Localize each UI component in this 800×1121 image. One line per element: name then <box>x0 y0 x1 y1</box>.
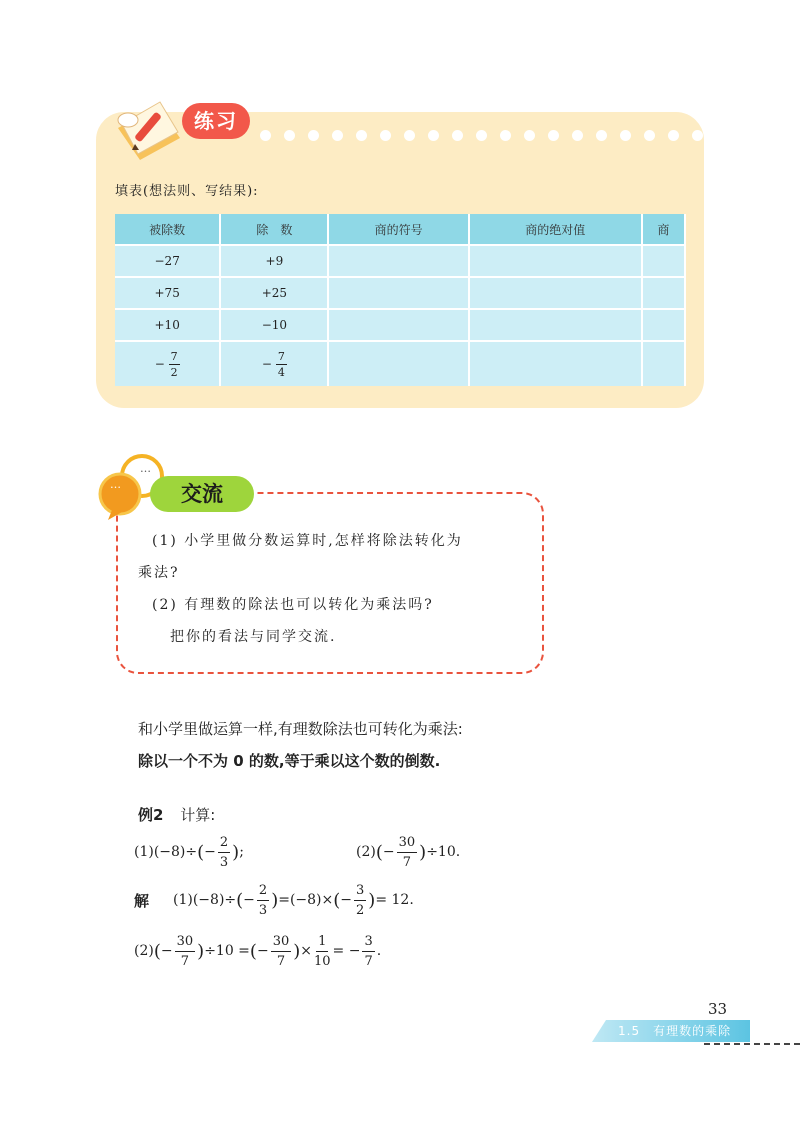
fraction-numerator: 3 <box>354 884 366 901</box>
decorative-dot <box>284 130 295 141</box>
fraction-denominator: 7 <box>364 953 373 969</box>
fraction-denominator: 10 <box>314 953 331 969</box>
divisor-sign: − <box>261 356 272 371</box>
fraction-denominator: 3 <box>258 902 268 918</box>
decorative-dot <box>596 130 607 141</box>
cell-abs[interactable] <box>469 341 642 386</box>
expr-text: (1)(−8)÷ <box>173 892 237 908</box>
expr-text: (2) <box>134 943 154 959</box>
decorative-dot <box>308 130 319 141</box>
table-header-row <box>115 214 685 245</box>
decorative-dot <box>620 130 631 141</box>
decorative-dot <box>452 130 463 141</box>
expr-text: ; <box>239 844 244 860</box>
cell-dividend: +75 <box>115 277 220 309</box>
dividend-sign: − <box>154 356 165 371</box>
fraction-denominator: 7 <box>276 953 286 969</box>
example-heading <box>138 804 215 825</box>
scroll-pencil-icon <box>108 98 192 168</box>
cell-sign[interactable] <box>328 277 468 309</box>
fraction-numerator: 3 <box>362 935 374 952</box>
chapter-label: 1.5 有理数的乘除 <box>618 1024 732 1038</box>
cell-quotient[interactable] <box>642 277 685 309</box>
header-dividend: 被除数 <box>115 214 220 245</box>
table-row <box>115 309 685 341</box>
expr-text: (2) <box>356 844 376 860</box>
cell-divisor: +9 <box>220 245 328 277</box>
decorative-dot <box>524 130 535 141</box>
header-divisor: 除 数 <box>220 214 328 245</box>
practice-instruction: 填表(想法则、写结果): <box>115 184 259 199</box>
decorative-dot <box>404 130 415 141</box>
table-row <box>115 245 685 277</box>
rule-statement: 除以一个不为 0 的数,等于乘以这个数的倒数. <box>138 752 441 770</box>
expr-text: ÷10. <box>426 844 461 860</box>
fraction <box>354 884 366 917</box>
fraction-numerator: 30 <box>175 935 196 952</box>
decorative-dot <box>500 130 511 141</box>
solution-line-2: (2) ( − $\frac{30}{7}$ ) ÷10 = ( − $\frac{30}{7}$ ) × $\frac{1}{10}$ = − $\frac{3}{7}$ . <box>134 933 382 969</box>
table-row <box>115 277 685 309</box>
fraction-numerator: 30 <box>397 836 418 853</box>
page-number: 33 <box>708 1000 728 1018</box>
expr-text: × <box>300 943 312 959</box>
bubble-ellipsis: … <box>140 462 151 475</box>
fraction <box>257 884 269 917</box>
cell-dividend <box>115 341 220 386</box>
decorative-dot <box>548 130 559 141</box>
fraction <box>218 836 230 869</box>
cell-abs[interactable] <box>469 277 642 309</box>
solution-label: 解 <box>134 891 150 910</box>
exchange-box <box>116 492 544 674</box>
fraction-numerator: 2 <box>218 836 230 853</box>
header-quotient-abs: 商的绝对值 <box>469 214 642 245</box>
fraction-numerator: 1 <box>316 935 328 952</box>
cell-quotient[interactable] <box>642 341 685 386</box>
exchange-line-3: (2) 有理数的除法也可以转化为乘法吗? <box>152 597 434 613</box>
cell-abs[interactable] <box>469 309 642 341</box>
fraction <box>362 935 374 968</box>
decorative-dot <box>644 130 655 141</box>
footer-dotted-line <box>704 1043 800 1045</box>
cell-dividend: +10 <box>115 309 220 341</box>
decorative-dot <box>380 130 391 141</box>
cell-quotient[interactable] <box>642 309 685 341</box>
cell-divisor: −10 <box>220 309 328 341</box>
cell-dividend: −27 <box>115 245 220 277</box>
decorative-dot <box>428 130 439 141</box>
expr-text: = − <box>332 943 361 959</box>
fraction-numerator: 7 <box>170 349 178 363</box>
header-quotient: 商 <box>642 214 685 245</box>
example-label: 例2 <box>138 806 164 824</box>
cell-divisor: +25 <box>220 277 328 309</box>
divisor-fraction <box>276 351 287 378</box>
decorative-dot <box>332 130 343 141</box>
decorative-dot <box>260 130 271 141</box>
cell-quotient[interactable] <box>642 245 685 277</box>
fraction-denominator: 2 <box>356 902 365 918</box>
exchange-title: 交流 <box>150 476 254 512</box>
cell-sign[interactable] <box>328 309 468 341</box>
cell-sign[interactable] <box>328 245 468 277</box>
fraction-denominator: 3 <box>219 854 229 870</box>
decorative-dot <box>692 130 703 141</box>
example-problem-2: (2) ( − $\frac{30}{7}$ ) ÷10. <box>356 834 461 870</box>
bubble-ellipsis: … <box>110 478 121 491</box>
example-task: 计算: <box>180 806 216 824</box>
rule-intro: 和小学里做运算一样,有理数除法也可转化为乘法: <box>138 720 463 738</box>
table-row <box>115 341 685 386</box>
decorative-dot <box>356 130 367 141</box>
decorative-dot <box>572 130 583 141</box>
decorative-dot <box>476 130 487 141</box>
practice-table <box>115 214 686 386</box>
fraction <box>314 935 331 968</box>
dividend-fraction <box>169 351 180 378</box>
fraction-denominator: 7 <box>402 854 412 870</box>
fraction <box>271 935 292 968</box>
expr-text: (1)(−8)÷ <box>134 844 198 860</box>
exchange-line-1: (1) 小学里做分数运算时,怎样将除法转化为 <box>152 533 463 549</box>
expr-text: ÷10 = <box>204 943 250 959</box>
fraction-denominator: 2 <box>170 365 178 379</box>
fraction-numerator: 2 <box>257 884 269 901</box>
fraction <box>397 836 418 869</box>
cell-divisor <box>220 341 328 386</box>
expr-text: . <box>376 943 382 959</box>
practice-title: 练习 <box>182 103 250 139</box>
expr-text: =(−8)× <box>278 892 334 908</box>
fraction-numerator: 7 <box>277 349 285 363</box>
fraction-denominator: 7 <box>180 953 190 969</box>
fraction <box>175 935 196 968</box>
example-problem-1: (1)(−8)÷ ( − $\frac{2}{3}$ ) ; <box>134 834 244 870</box>
decorative-dot <box>668 130 679 141</box>
expr-text: = 12. <box>375 892 414 908</box>
solution-line-1: 解 (1)(−8)÷ ( − $\frac{2}{3}$ ) =(−8)× ( − $\frac{3}{2}$ ) = 12. <box>134 882 414 918</box>
fraction-numerator: 30 <box>271 935 292 952</box>
header-quotient-sign: 商的符号 <box>328 214 468 245</box>
fraction-denominator: 4 <box>277 365 285 379</box>
exchange-line-4: 把你的看法与同学交流. <box>170 629 337 645</box>
exchange-line-2: 乘法? <box>138 565 180 581</box>
cell-abs[interactable] <box>469 245 642 277</box>
cell-sign[interactable] <box>328 341 468 386</box>
